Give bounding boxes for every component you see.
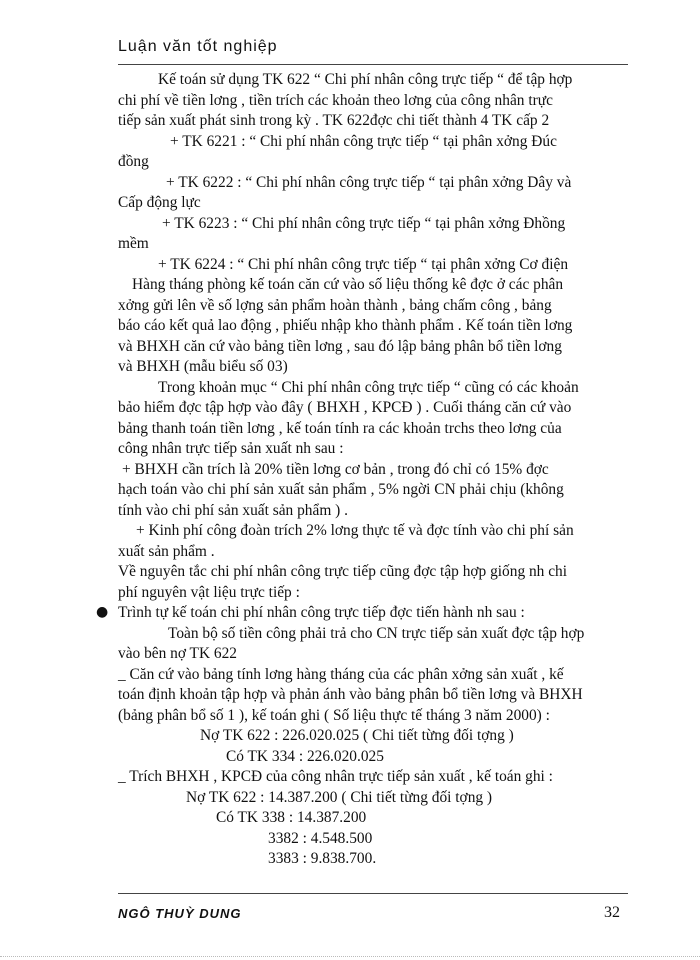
running-header: Luận văn tốt nghiệp — [118, 38, 278, 55]
footer-author: NGÔ THUỲ DUNG — [118, 906, 242, 921]
journal-entry-line: Có TK 334 : 226.020.025 — [226, 747, 384, 765]
journal-entry-line: Nợ TK 622 : 226.020.025 ( Chi tiết từng đối tợng ) — [200, 727, 514, 744]
journal-entry-line: 3383 : 9.838.700. — [268, 850, 377, 867]
paragraph-line: công nhân trực tiếp sản xuất nh sau : — [118, 440, 344, 457]
paragraph-line: (bảng phân bổ số 1 ), kế toán ghi ( Số liệu thực tế tháng 3 năm 2000) : — [118, 706, 550, 724]
paragraph-line: và BHXH (mẫu biểu số 03) — [118, 358, 288, 375]
paragraph-line: Kế toán sử dụng TK 622 “ Chi phí nhân công trực tiếp “ để tập hợp — [158, 71, 573, 88]
account-line: + TK 6223 : “ Chi phí nhân công trực tiếp “ tại phân xởng Đhồng — [162, 214, 566, 232]
paragraph-line: + BHXH cần trích là 20% tiền lơng cơ bản , trong đó chỉ có 15% đợc — [122, 460, 549, 478]
paragraph-line: đồng — [118, 153, 149, 170]
footer-rule — [118, 893, 628, 894]
paragraph-line: Hàng tháng phòng kế toán căn cứ vào số liệu thống kê đợc ở các phân — [132, 276, 564, 293]
journal-entry-line: Có TK 338 : 14.387.200 — [216, 809, 367, 826]
paragraph-line: bảo hiểm đợc tập hợp vào đây ( BHXH , KPCĐ ) . Cuối tháng căn cứ vào — [118, 399, 572, 416]
account-line: + TK 6222 : “ Chi phí nhân công trực tiếp “ tại phân xởng Dây và — [166, 173, 572, 191]
journal-entry-line: Nợ TK 622 : 14.387.200 ( Chi tiết từng đối tợng ) — [186, 788, 493, 806]
journal-entry-line: 3382 : 4.548.500 — [268, 829, 373, 847]
paragraph-line: xởng gửi lên về số lợng sản phẩm hoàn thành , bảng chấm công , bảng — [118, 296, 552, 314]
paragraph-line: toán định khoản tập hợp và phản ánh vào bảng phân bổ tiền lơng và BHXH — [118, 686, 583, 703]
paragraph-line: tính vào chi phí sản xuất sản phẩm ) . — [118, 501, 348, 519]
paragraph-line: báo cáo kết quả lao động , phiếu nhập kho thành phẩm . Kế toán tiền lơng — [118, 317, 573, 334]
paragraph-line: phí nguyên vật liệu trực tiếp : — [118, 583, 300, 601]
paragraph-line: vào bên nợ TK 622 — [118, 645, 237, 662]
bullet-text: Trình tự kế toán chi phí nhân công trực tiếp đợc tiến hành nh sau : — [118, 604, 525, 621]
paragraph-line: mềm — [118, 235, 149, 252]
paragraph-line: bảng thanh toán tiền lơng , kế toán tính ra các khoản trchs theo lơng của — [118, 419, 562, 437]
page-edge-divider — [0, 956, 700, 957]
paragraph-line: Trong khoản mục “ Chi phí nhân công trực tiếp “ cũng có các khoản — [158, 378, 579, 396]
paragraph-line: và BHXH căn cứ vào bảng tiền lơng , sau đó lập bảng phân bổ tiền lơng — [118, 337, 562, 355]
account-line: + TK 6221 : “ Chi phí nhân công trực tiếp “ tại phân xởng Đúc — [170, 132, 557, 150]
page-body — [96, 70, 628, 870]
bullet-icon: ● — [96, 604, 109, 620]
paragraph-line: _ Căn cứ vào bảng tính lơng hàng tháng của các phân xởng sản xuất , kế — [118, 665, 564, 683]
paragraph-line: _ Trích BHXH , KPCĐ của công nhân trực tiếp sản xuất , kế toán ghi : — [118, 768, 553, 785]
paragraph-line: chi phí về tiền lơng , tiền trích các khoản theo lơng của công nhân trực — [118, 91, 553, 109]
paragraph-line: Toàn bộ số tiền công phải trả cho CN trực tiếp sản xuất đợc tập hợp — [168, 624, 585, 642]
page-number: 32 — [604, 904, 620, 921]
paragraph-line: tiếp sản xuất phát sinh trong kỳ . TK 622đợc chi tiết thành 4 TK cấp 2 — [118, 112, 550, 129]
paragraph-line: hạch toán vào chi phí sản xuất sản phẩm , 5% ngời CN phải chịu (không — [118, 481, 564, 498]
paragraph-line: + Kinh phí công đoàn trích 2% lơng thực tế và đợc tính vào chi phí sản — [136, 522, 574, 539]
paragraph-line: xuất sản phẩm . — [118, 542, 215, 560]
bullet-line — [96, 603, 628, 624]
header-rule — [118, 64, 628, 65]
account-line: + TK 6224 : “ Chi phí nhân công trực tiếp “ tại phân xởng Cơ điện — [158, 255, 569, 273]
paragraph-line: Cấp động lực — [118, 194, 201, 211]
paragraph-line: Về nguyên tắc chi phí nhân công trực tiếp cũng đợc tập hợp giống nh chi — [118, 563, 568, 580]
